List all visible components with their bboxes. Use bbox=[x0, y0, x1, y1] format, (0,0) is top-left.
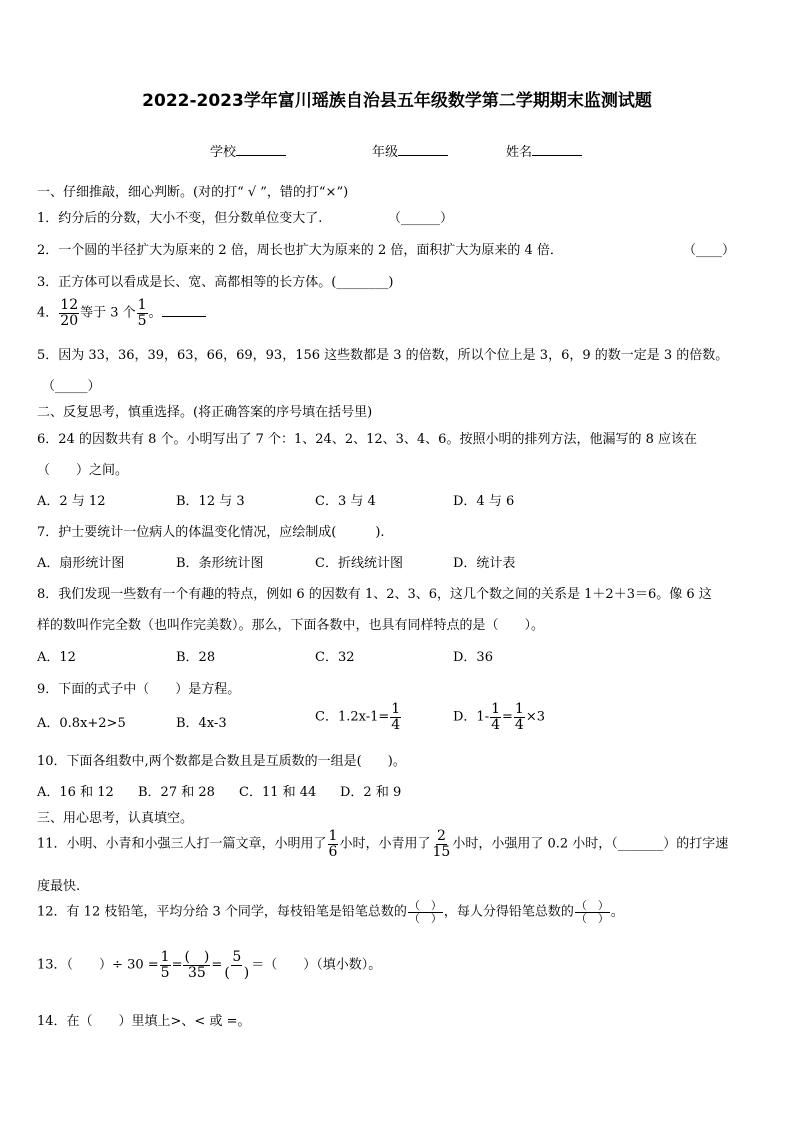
question-9-option-d[interactable]: D．1- $\frac{1}{4}$ = $\frac{1}{4}$ ×3 bbox=[453, 701, 546, 733]
question-9: 9．下面的式子中（ ）是方程。 bbox=[37, 682, 241, 697]
question-8: 8．我们发现一些数有一个有趣的特点，例如 6 的因数有 1、2、3、6，这几个数之间的关系是 1＋2＋3＝6。像 6 这 bbox=[37, 587, 712, 602]
question-7-option-d[interactable]: D．统计表 bbox=[453, 556, 516, 571]
grade-label: 年级 bbox=[372, 145, 399, 160]
question-2-answer[interactable]: （____） bbox=[683, 243, 736, 258]
fraction-blank[interactable]: $\frac{( )}{( )}$ bbox=[575, 899, 609, 925]
question-1: 1．约分后的分数，大小不变，但分数单位变大了. bbox=[37, 211, 323, 226]
school-field[interactable] bbox=[210, 141, 286, 160]
question-9-option-a[interactable]: A．0.8x+2>5 bbox=[37, 716, 126, 731]
question-10-option-a[interactable]: A．16 和 12 bbox=[37, 785, 114, 800]
grade-blank[interactable] bbox=[398, 143, 448, 156]
question-5: 5．因为 33，36，39，63，66，69，93，156 这些数都是 3 的倍数，所以个位上是 3，6，9 的数一定是 3 的倍数。 bbox=[37, 348, 729, 363]
question-7-option-b[interactable]: B．条形统计图 bbox=[176, 556, 264, 571]
name-label: 姓名 bbox=[506, 145, 533, 160]
question-8-option-b[interactable]: B．28 bbox=[176, 650, 216, 665]
fraction-blank[interactable]: $\frac{( )}{( )}$ bbox=[408, 899, 442, 925]
fraction: $\frac{1}{5}$ bbox=[160, 949, 170, 981]
fraction: $\frac{2}{15}$ bbox=[432, 828, 451, 860]
fraction-blank[interactable]: $\frac{( )}{35}$ bbox=[184, 949, 210, 981]
question-6-option-a[interactable]: A．2 与 12 bbox=[37, 494, 106, 509]
question-6-option-d[interactable]: D．4 与 6 bbox=[453, 494, 515, 509]
question-8-option-c[interactable]: C．32 bbox=[315, 650, 355, 665]
question-7-option-a[interactable]: A．扇形统计图 bbox=[37, 556, 125, 571]
question-8-option-d[interactable]: D．36 bbox=[453, 650, 493, 665]
question-14: 14．在（ ）里填上>、< 或 =。 bbox=[37, 1014, 251, 1029]
fraction: $\frac{1}{4}$ bbox=[391, 701, 401, 733]
question-11-cont: 度最快. bbox=[37, 879, 81, 894]
question-9-option-c[interactable]: C．1.2x-1= $\frac{1}{4}$ bbox=[315, 701, 401, 733]
question-5-answer[interactable]: （_____） bbox=[42, 379, 101, 394]
question-10-option-d[interactable]: D．2 和 9 bbox=[340, 785, 402, 800]
fraction: $\frac{1}{6}$ bbox=[328, 828, 338, 860]
question-8-cont: 样的数叫作完全数（也叫作完美数）。那么，下面各数中，也具有同样特点的是（ ）。 bbox=[37, 618, 545, 633]
question-2: 2．一个圆的半径扩大为原来的 2 倍，周长也扩大为原来的 2 倍，面积扩大为原来的 4 倍． bbox=[37, 243, 563, 258]
question-7-option-c[interactable]: C．折线统计图 bbox=[315, 556, 403, 571]
question-10-option-c[interactable]: C．11 和 44 bbox=[239, 785, 317, 800]
school-label: 学校 bbox=[210, 145, 237, 160]
fraction: $\frac{12}{20}$ bbox=[60, 297, 79, 329]
question-6: 6．24 的因数共有 8 个。小明写出了 7 个：1、24、2、12、3、4、6。按照小明的排列方法，他漏写的 8 应该在 bbox=[37, 432, 697, 447]
question-7: 7．护士要统计一位病人的体温变化情况，应绘制成( ). bbox=[37, 525, 385, 540]
question-10: 10．下面各组数中,两个数都是合数且是互质数的一组是( )。 bbox=[37, 754, 406, 769]
question-6-cont: （ ）之间。 bbox=[37, 463, 129, 478]
question-6-option-b[interactable]: B．12 与 3 bbox=[176, 494, 245, 509]
section-3-heading: 三、用心思考，认真填空。 bbox=[37, 811, 194, 826]
question-4-blank[interactable] bbox=[162, 304, 206, 317]
question-12: 12．有 12 枝铅笔，平均分给 3 个同学，每枝铅笔是铅笔总数的 $\frac{( )}{( )}$ ，每人分得铅笔总数的 $\frac{( )}{( )}$ 。 bbox=[37, 899, 624, 925]
section-2-heading: 二、反复思考，慎重选择。(将正确答案的序号填在括号里) bbox=[37, 405, 373, 420]
question-8-option-a[interactable]: A．12 bbox=[37, 650, 76, 665]
section-1-heading: 一、仔细推敲，细心判断。(对的打“ √ ”，错的打“×”) bbox=[37, 185, 349, 200]
grade-field[interactable] bbox=[372, 141, 448, 160]
fraction: $\frac{1}{5}$ bbox=[137, 297, 147, 329]
question-3: 3．正方体可以看成是长、宽、高都相等的长方体。(________) bbox=[37, 275, 394, 290]
question-1-answer[interactable]: （______） bbox=[388, 211, 454, 226]
school-blank[interactable] bbox=[236, 143, 286, 156]
question-11: 11．小明、小青和小强三人打一篇文章，小明用了 $\frac{1}{6}$ 小时，小青用了 $\frac{2}{15}$ 小时，小强用了 0.2 小时，（_______）的打字速 bbox=[37, 828, 729, 860]
question-6-option-c[interactable]: C．3 与 4 bbox=[315, 494, 376, 509]
name-blank[interactable] bbox=[532, 143, 582, 156]
question-4: 4． $\frac{12}{20}$ 等于 3 个 $\frac{1}{5}$ 。 bbox=[37, 298, 206, 328]
question-10-option-b[interactable]: B．27 和 28 bbox=[138, 785, 215, 800]
page-title: 2022-2023学年富川瑶族自治县五年级数学第二学期期末监测试题 bbox=[142, 91, 652, 111]
fraction-blank[interactable]: $\frac{5}{( )}$ bbox=[224, 949, 250, 981]
fraction: $\frac{1}{4}$ bbox=[491, 701, 501, 733]
question-13: 13．（ ）÷ 30 = $\frac{1}{5}$ = $\frac{( )}{35}$ = $\frac{5}{( )}$ ＝（ ）（填小数）。 bbox=[37, 949, 382, 981]
question-9-option-b[interactable]: B．4x-3 bbox=[176, 716, 227, 731]
fraction: $\frac{1}{4}$ bbox=[514, 701, 524, 733]
name-field[interactable] bbox=[506, 141, 582, 160]
